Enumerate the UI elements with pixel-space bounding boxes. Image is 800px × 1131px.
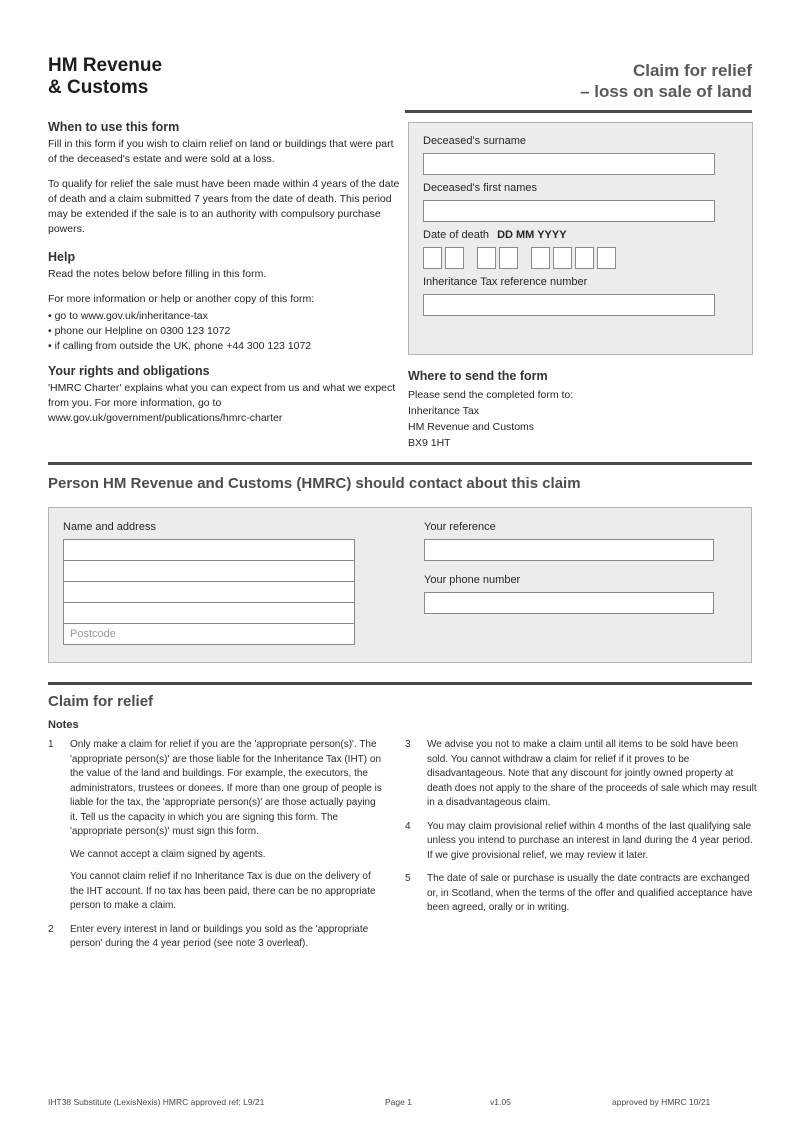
iht-reference-label: Inheritance Tax reference number	[423, 276, 588, 288]
dod-year-digit-3[interactable]	[575, 247, 594, 269]
help-bullet-outside-uk: • if calling from outside the UK, phone +44 300 123 1072	[48, 339, 400, 354]
send-line-2: Inheritance Tax	[408, 405, 480, 417]
help-heading: Help	[48, 250, 76, 264]
note-2-paragraph-1: Enter every interest in land or buildings you sold as the 'appropriate person' during the 4 year period (see note 3 overleaf).	[70, 923, 369, 949]
help-bullet-helpline: • phone our Helpline on 0300 123 1072	[48, 324, 400, 339]
your-reference-input[interactable]	[424, 539, 714, 561]
footer-form-reference: IHT38 Substitute (LexisNexis) HMRC approved ref: L9/21	[48, 1097, 265, 1107]
intro-column	[48, 120, 400, 436]
where-to-send-heading: Where to send the form	[408, 369, 548, 383]
postcode-input[interactable]	[63, 623, 355, 645]
note-1-number: 1	[48, 739, 54, 750]
footer-page-number: Page 1	[385, 1097, 412, 1107]
notes-heading: Notes	[48, 719, 79, 731]
where-to-send-block	[408, 368, 752, 451]
dod-month-digit-1[interactable]	[477, 247, 496, 269]
header-divider	[405, 110, 752, 113]
form-title	[580, 60, 752, 102]
dod-year-digit-4[interactable]	[597, 247, 616, 269]
note-2-number: 2	[48, 923, 54, 935]
note-5	[405, 872, 757, 924]
address-line-4-input[interactable]	[63, 602, 355, 624]
when-to-use-heading: When to use this form	[48, 120, 180, 134]
your-phone-input[interactable]	[424, 592, 714, 614]
date-of-death-label-text: Date of death	[423, 229, 490, 241]
deceased-first-names-label: Deceased's first names	[423, 182, 537, 194]
deceased-surname-input[interactable]	[423, 153, 715, 175]
rights-heading: Your rights and obligations	[48, 364, 210, 378]
dod-year-digit-2[interactable]	[553, 247, 572, 269]
note-4	[405, 820, 757, 872]
dod-month-digit-2[interactable]	[499, 247, 518, 269]
note-4-body	[427, 820, 757, 872]
dod-year-digit-1[interactable]	[531, 247, 550, 269]
note-5-body	[427, 872, 757, 924]
address-line-3-input[interactable]	[63, 581, 355, 603]
help-bullet-list	[48, 309, 400, 354]
note-1-paragraph-2: We cannot accept a claim signed by agents.	[70, 848, 266, 860]
help-bullet-website: • go to www.gov.uk/inheritance-tax	[48, 309, 400, 324]
date-of-death-label	[423, 229, 752, 241]
contact-section-top-rule	[48, 462, 752, 465]
send-line-1: Please send the completed form to:	[408, 389, 574, 401]
rights-paragraph: 'HMRC Charter' explains what you can expect from us and what we expect from you. For more information, go to www.gov.uk/government/publications/hmrc-charter	[48, 382, 396, 424]
notes-column-right	[405, 738, 757, 925]
contact-details-panel	[48, 507, 752, 663]
note-1-body	[70, 738, 384, 922]
note-4-number: 4	[405, 820, 411, 832]
date-of-death-format: DD MM YYYY	[497, 229, 567, 241]
deceased-first-names-input[interactable]	[423, 200, 715, 222]
note-5-number: 5	[405, 873, 411, 884]
dod-day-digit-1[interactable]	[423, 247, 442, 269]
send-line-4: BX9 1HT	[408, 437, 451, 449]
help-paragraph-2: For more information or help or another copy of this form:	[48, 293, 315, 305]
dod-gap-1	[467, 247, 477, 269]
date-of-death-boxes	[423, 247, 752, 269]
address-line-1-input[interactable]	[63, 539, 355, 561]
claim-section-top-rule	[48, 682, 752, 685]
form-title-line-2: – loss on sale of land	[580, 82, 752, 101]
notes-column-left	[48, 738, 384, 961]
note-4-paragraph-1: You may claim provisional relief within 4 months of the last qualifying sale unless you intend to purchase an interest in land during the 4 year period. If we give provisional relief, we may review it later.	[427, 820, 753, 861]
dod-day-digit-2[interactable]	[445, 247, 464, 269]
note-3-paragraph-1: We advise you not to make a claim until all items to be sold have been sold. You cannot withdraw a claim for relief if it proves to be disadvantageous. Note that any discount for jointly owned property at death does not apply to the share of the proceeds of sale which may result in a disadvantageous claim.	[427, 739, 757, 808]
note-1-paragraph-3: You cannot claim relief if no Inheritance Tax is due on the delivery of the IHT account. If no tax has been paid, there can be no appropriate person to make a claim.	[70, 871, 376, 911]
when-to-use-paragraph-1: Fill in this form if you wish to claim relief on land or buildings that were part of the deceased's estate and were sold at a loss.	[48, 138, 394, 165]
logo-line-1: HM Revenue	[48, 55, 163, 76]
deceased-surname-label: Deceased's surname	[423, 135, 526, 147]
deceased-details-panel	[408, 122, 753, 355]
note-1	[48, 738, 384, 922]
hm-revenue-customs-logo	[48, 55, 162, 99]
note-2-body	[70, 923, 384, 960]
contact-right-column	[424, 521, 724, 614]
your-phone-label: Your phone number	[424, 574, 521, 586]
note-2	[48, 923, 384, 960]
claim-section-heading: Claim for relief	[48, 693, 154, 710]
form-title-line-1: Claim for relief	[632, 61, 752, 80]
dod-gap-2	[521, 247, 531, 269]
footer-approval: approved by HMRC 10/21	[612, 1097, 711, 1107]
note-5-paragraph-1: The date of sale or purchase is usually the date contracts are exchanged or, in Scotland, when the terms of the offer and qualified acceptance have been agreed, orally or in writing.	[427, 873, 753, 913]
contact-section-heading: Person HM Revenue and Customs (HMRC) should contact about this claim	[48, 475, 581, 492]
help-paragraph-1: Read the notes below before filling in this form.	[48, 268, 267, 280]
logo-line-2: & Customs	[48, 77, 149, 98]
footer-version: v1.05	[490, 1097, 511, 1107]
your-reference-label: Your reference	[424, 521, 496, 533]
name-address-label: Name and address	[63, 521, 156, 533]
note-3	[405, 738, 757, 819]
note-3-number: 3	[405, 739, 411, 750]
address-line-2-input[interactable]	[63, 560, 355, 582]
iht-reference-input[interactable]	[423, 294, 715, 316]
send-line-3: HM Revenue and Customs	[408, 421, 535, 433]
note-1-paragraph-1: Only make a claim for relief if you are the 'appropriate person(s)'. The 'appropriate person(s)' are those liable for the Inheritance Tax (IHT) on the value of the land and buildings. For example, the executors, the administrators, trustees or donees. If more than one group of people is liable for the tax, the 'appropriate person(s)' are those actually paying it. Tell us the capacity in which you are signing this form. The 'appropriate person(s)' must sign this form.	[70, 739, 382, 837]
note-3-body	[427, 738, 757, 819]
when-to-use-paragraph-2: To qualify for relief the sale must have been made within 4 years of the date of death and a claim submitted 7 years from the date of death. This period may be extended if the sale is to an authority with compulsory purchase powers.	[48, 178, 400, 235]
